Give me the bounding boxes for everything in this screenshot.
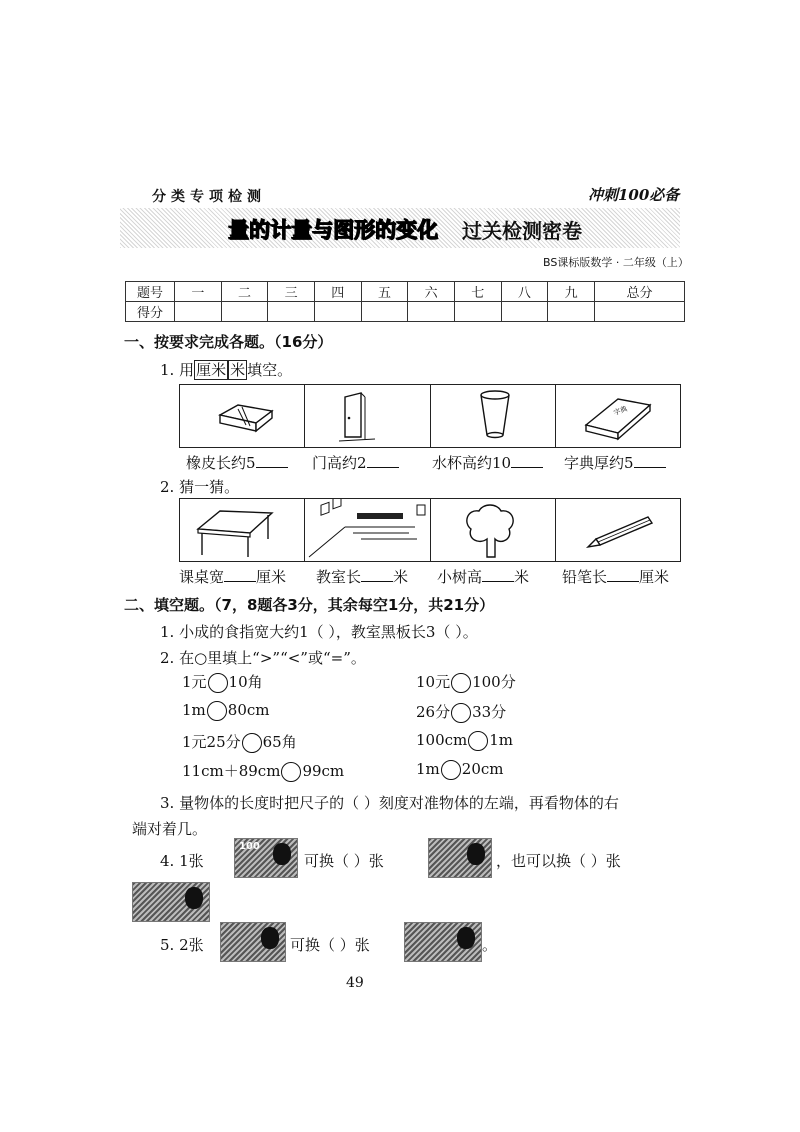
score-cell[interactable] bbox=[594, 302, 684, 322]
score-col: 七 bbox=[454, 282, 501, 302]
score-cell[interactable] bbox=[361, 302, 408, 322]
page-title-outline: 量的计量与图形的变化 bbox=[228, 218, 438, 242]
score-col: 三 bbox=[268, 282, 315, 302]
caption-text: 字典厚约5 bbox=[564, 454, 634, 472]
compare-circle[interactable] bbox=[281, 762, 301, 782]
banknote-denomination: 100 bbox=[239, 841, 260, 852]
tree-icon bbox=[431, 499, 555, 561]
portrait-icon bbox=[185, 887, 203, 909]
score-col: 二 bbox=[221, 282, 268, 302]
answer-blank[interactable] bbox=[361, 569, 393, 582]
dictionary-label: 字典 bbox=[612, 404, 629, 418]
s2-q4-b: 可换（ ）张 bbox=[304, 852, 384, 870]
s2-q1: 1. 小成的食指宽大约1（ ），教室黑板长3（ ）。 bbox=[160, 623, 478, 641]
compare-right: 80cm bbox=[227, 701, 270, 719]
compare-right: 99cm bbox=[302, 762, 345, 780]
compare-right: 33分 bbox=[472, 703, 507, 721]
compare-item bbox=[416, 760, 504, 780]
score-cell[interactable] bbox=[221, 302, 268, 322]
answer-blank[interactable] bbox=[367, 455, 399, 468]
guess-unit: 米 bbox=[393, 568, 409, 586]
score-col: 四 bbox=[314, 282, 361, 302]
caption-text: 门高约2 bbox=[312, 454, 367, 472]
tree-cell bbox=[431, 499, 556, 561]
compare-circle[interactable] bbox=[208, 673, 228, 693]
compare-left: 1元25分 bbox=[182, 733, 241, 751]
score-row-label: 得分 bbox=[126, 302, 175, 322]
compare-left: 11cm＋89cm bbox=[182, 762, 281, 780]
guess-label: 课桌宽 bbox=[179, 568, 225, 586]
caption-text: 水杯高约10 bbox=[432, 454, 512, 472]
compare-right: 1m bbox=[489, 731, 514, 749]
score-col: 五 bbox=[361, 282, 408, 302]
page-number: 49 bbox=[346, 975, 364, 991]
compare-left: 1m bbox=[182, 701, 206, 719]
score-cell[interactable] bbox=[501, 302, 548, 322]
score-table-header-row bbox=[126, 282, 685, 302]
answer-blank[interactable] bbox=[511, 455, 543, 468]
unit-box-m: 米 bbox=[230, 361, 246, 379]
score-row-label: 题号 bbox=[126, 282, 175, 302]
compare-item bbox=[416, 671, 516, 693]
slogan: 冲刺100必备 bbox=[588, 186, 680, 204]
pencil-cell bbox=[556, 499, 680, 561]
score-table-score-row bbox=[126, 302, 685, 322]
classroom-icon bbox=[305, 499, 429, 561]
cup-cell bbox=[431, 385, 556, 447]
q1-caption-door bbox=[312, 452, 399, 473]
q2-item-tree bbox=[437, 566, 529, 587]
answer-blank[interactable] bbox=[607, 569, 639, 582]
score-cell[interactable] bbox=[408, 302, 455, 322]
banknote-icon bbox=[132, 882, 210, 922]
banknote-icon bbox=[404, 922, 482, 962]
section1-heading: 一、按要求完成各题。（16分） bbox=[124, 333, 333, 351]
score-col: 一 bbox=[175, 282, 222, 302]
compare-right: 65角 bbox=[262, 733, 297, 751]
q2-picture-row bbox=[179, 498, 681, 562]
guess-label: 铅笔长 bbox=[562, 568, 608, 586]
q2-item-pencil bbox=[562, 566, 669, 587]
s2-q5-b: 可换（ ）张 bbox=[290, 936, 370, 954]
answer-blank[interactable] bbox=[634, 455, 666, 468]
compare-circle[interactable] bbox=[207, 701, 227, 721]
q1-prefix: 1. 用 bbox=[160, 361, 195, 379]
answer-blank[interactable] bbox=[482, 569, 514, 582]
answer-blank[interactable] bbox=[224, 569, 256, 582]
s2-q4-c: ，也可以换（ ）张 bbox=[496, 852, 621, 870]
compare-item bbox=[182, 731, 297, 753]
score-table bbox=[125, 281, 685, 322]
compare-circle[interactable] bbox=[451, 673, 471, 693]
s2-q5-a: 5. 2张 bbox=[160, 936, 204, 954]
pencil-icon bbox=[556, 499, 680, 561]
section2-heading: 二、填空题。（7，8题各3分，其余每空1分，共21分） bbox=[124, 596, 495, 614]
score-cell[interactable] bbox=[268, 302, 315, 322]
compare-left: 26分 bbox=[416, 703, 451, 721]
compare-right: 100分 bbox=[472, 673, 516, 691]
compare-circle[interactable] bbox=[441, 760, 461, 780]
guess-label: 教室长 bbox=[316, 568, 362, 586]
edition-label: BS课标版数学 · 二年级（上） bbox=[543, 256, 689, 269]
desk-cell bbox=[180, 499, 305, 561]
compare-right: 20cm bbox=[461, 760, 504, 778]
compare-left: 10元 bbox=[416, 673, 451, 691]
q1-caption-cup bbox=[432, 452, 543, 473]
banknote-icon bbox=[428, 838, 492, 878]
score-col: 总分 bbox=[594, 282, 684, 302]
score-cell[interactable] bbox=[454, 302, 501, 322]
q2-item-classroom bbox=[316, 566, 408, 587]
compare-left: 1m bbox=[416, 760, 440, 778]
banknote-100-icon bbox=[234, 838, 298, 878]
s2-q3-line1: 3. 量物体的长度时把尺子的（ ）刻度对准物体的左端，再看物体的右 bbox=[160, 794, 619, 812]
answer-blank[interactable] bbox=[256, 455, 288, 468]
eraser-icon bbox=[180, 385, 304, 447]
score-cell[interactable] bbox=[314, 302, 361, 322]
portrait-icon bbox=[273, 843, 291, 865]
guess-unit: 厘米 bbox=[639, 568, 670, 586]
portrait-icon bbox=[457, 927, 475, 949]
q2-prompt: 2. 猜一猜。 bbox=[160, 478, 240, 496]
dictionary-icon bbox=[556, 385, 680, 447]
cup-icon bbox=[431, 385, 555, 447]
compare-item bbox=[416, 701, 506, 723]
guess-unit: 厘米 bbox=[256, 568, 287, 586]
compare-item bbox=[416, 731, 513, 751]
q1-prompt bbox=[160, 359, 292, 380]
score-col: 六 bbox=[408, 282, 455, 302]
compare-left: 100cm bbox=[416, 731, 468, 749]
page-title: 过关检测密卷 bbox=[462, 219, 582, 243]
compare-circle[interactable] bbox=[451, 703, 471, 723]
s2-q4-a: 4. 1张 bbox=[160, 852, 204, 870]
s2-q5-c: 。 bbox=[482, 936, 498, 954]
unit-box-cm: 厘米 bbox=[196, 361, 227, 379]
portrait-icon bbox=[467, 843, 485, 865]
score-col: 八 bbox=[501, 282, 548, 302]
compare-item bbox=[182, 760, 344, 782]
eraser-cell bbox=[180, 385, 305, 447]
score-cell[interactable] bbox=[175, 302, 222, 322]
door-cell bbox=[305, 385, 430, 447]
compare-item bbox=[182, 701, 270, 721]
banknote-icon bbox=[220, 922, 286, 962]
q1-caption-eraser bbox=[186, 452, 288, 473]
s2-q3-line2: 端对着几。 bbox=[132, 820, 208, 838]
guess-unit: 米 bbox=[514, 568, 530, 586]
s2-q2: 2. 在○里填上“>”“<”或“=”。 bbox=[160, 649, 366, 667]
compare-item bbox=[182, 671, 263, 693]
compare-left: 1元 bbox=[182, 673, 207, 691]
q1-suffix: 填空。 bbox=[247, 361, 293, 379]
dictionary-cell bbox=[556, 385, 680, 447]
compare-circle[interactable] bbox=[468, 731, 488, 751]
caption-text: 橡皮长约5 bbox=[186, 454, 256, 472]
q1-picture-row bbox=[179, 384, 681, 448]
q2-item-desk bbox=[179, 566, 286, 587]
score-cell[interactable] bbox=[548, 302, 595, 322]
q1-caption-dictionary bbox=[564, 452, 666, 473]
guess-label: 小树高 bbox=[437, 568, 483, 586]
classroom-cell bbox=[305, 499, 430, 561]
compare-circle[interactable] bbox=[242, 733, 262, 753]
score-col: 九 bbox=[548, 282, 595, 302]
door-icon bbox=[305, 385, 429, 447]
desk-icon bbox=[180, 499, 304, 561]
section-tag: 分类专项检测 bbox=[152, 189, 266, 205]
portrait-icon bbox=[261, 927, 279, 949]
compare-right: 10角 bbox=[228, 673, 263, 691]
